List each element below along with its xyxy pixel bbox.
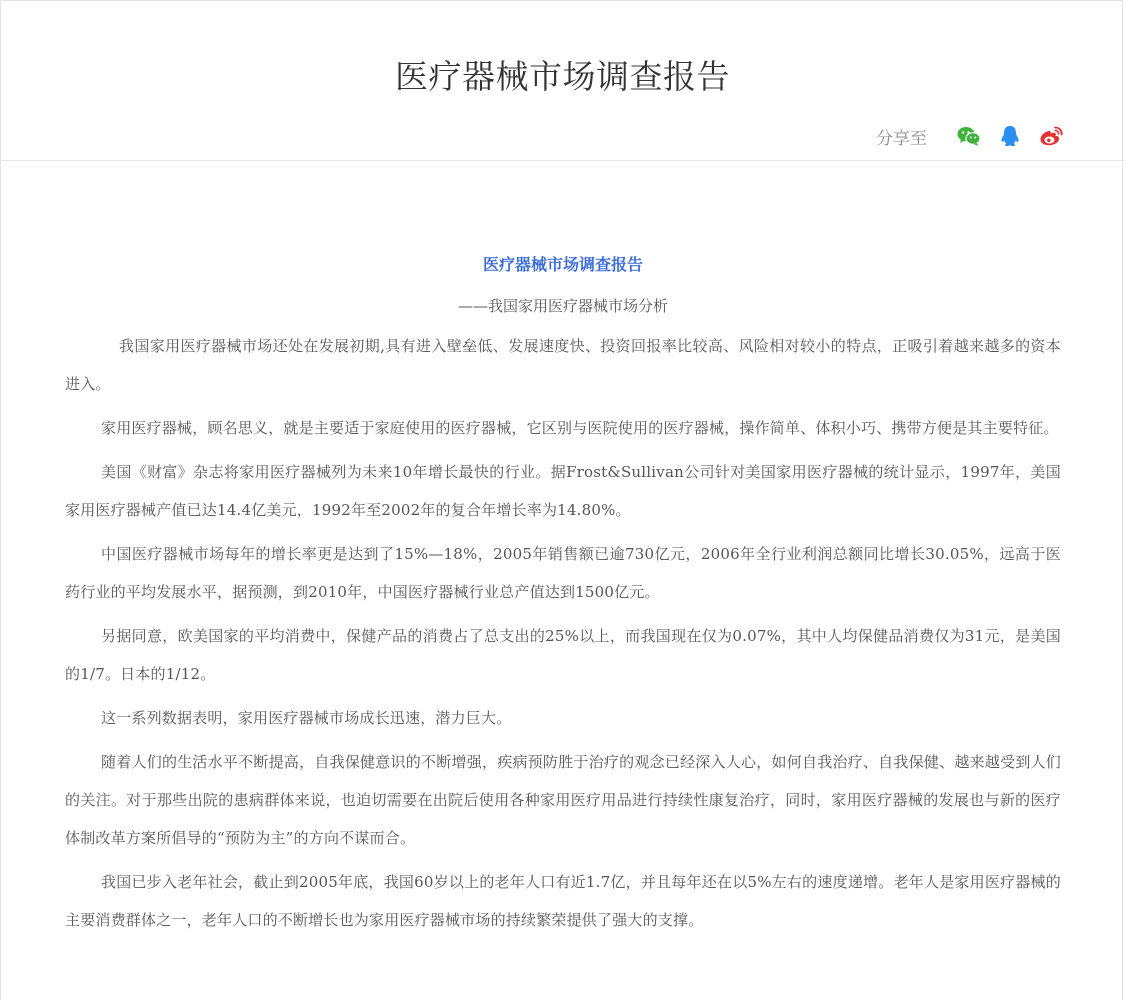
article-paragraph: 我国已步入老年社会，截止到2005年底，我国60岁以上的老年人口有近1.7亿，并且每年还在以5%左右的速度递增。老年人是家用医疗器械的主要消费群体之一，老年人口的不断增长也为家用医疗器械市场的持续繁荣提供了强大的支撑。: [65, 873, 1061, 929]
page-title: 医疗器械市场调查报告: [395, 57, 730, 96]
article-paragraph: 我国家用医疗器械市场还处在发展初期,具有进入壁垒低、发展速度快、投资回报率比较高、风险相对较小的特点，正吸引着越来越多的资本进入。: [65, 337, 1061, 393]
share-label: 分享至: [876, 128, 927, 149]
article-paragraph: 中国医疗器械市场每年的增长率更是达到了15%—18%，2005年销售额已逾730亿元，2006年全行业利润总额同比增长30.05%，远高于医药行业的平均发展水平，据预测，到2010年，中国医疗器械行业总产值达到1500亿元。: [65, 545, 1061, 601]
page-header: [1, 1, 1124, 161]
wechat-icon[interactable]: [956, 123, 982, 149]
article-paragraph: 美国《财富》杂志将家用医疗器械列为未来10年增长最快的行业。据Frost&Sullivan公司针对美国家用医疗器械的统计显示，1997年，美国家用医疗器械产值已达14.4亿美元，1992年至2002年的复合年增长率为14.80%。: [65, 463, 1061, 519]
article-paragraph: 随着人们的生活水平不断提高，自我保健意识的不断增强，疾病预防胜于治疗的观念已经深入人心，如何自我治疗、自我保健、越来越受到人们的关注。对于那些出院的患病群体来说，也迫切需要在出院后使用各种家用医疗用品进行持续性康复治疗，同时，家用医疗器械的发展也与新的医疗体制改革方案所倡导的“预防为主”的方向不谋而合。: [65, 753, 1061, 847]
article-paragraph: 家用医疗器械，顾名思义，就是主要适于家庭使用的医疗器械，它区别与医院使用的医疗器械，操作简单、体积小巧、携带方便是其主要特征。: [101, 419, 1059, 437]
share-bar: [876, 119, 1064, 153]
article-paragraph: 另据同意，欧美国家的平均消费中，保健产品的消费占了总支出的25%以上，而我国现在仅为0.07%，其中人均保健品消费仅为31元，是美国的1/7。日本的1/12。: [65, 627, 1061, 683]
weibo-icon[interactable]: [1038, 123, 1064, 149]
article-body: [65, 241, 1061, 939]
article-paragraph: 这一系列数据表明，家用医疗器械市场成长迅速，潜力巨大。: [101, 709, 512, 727]
qq-icon[interactable]: [997, 123, 1023, 149]
article-subtitle: ——我国家用医疗器械市场分析: [457, 297, 668, 315]
article-title: 医疗器械市场调查报告: [482, 255, 643, 274]
